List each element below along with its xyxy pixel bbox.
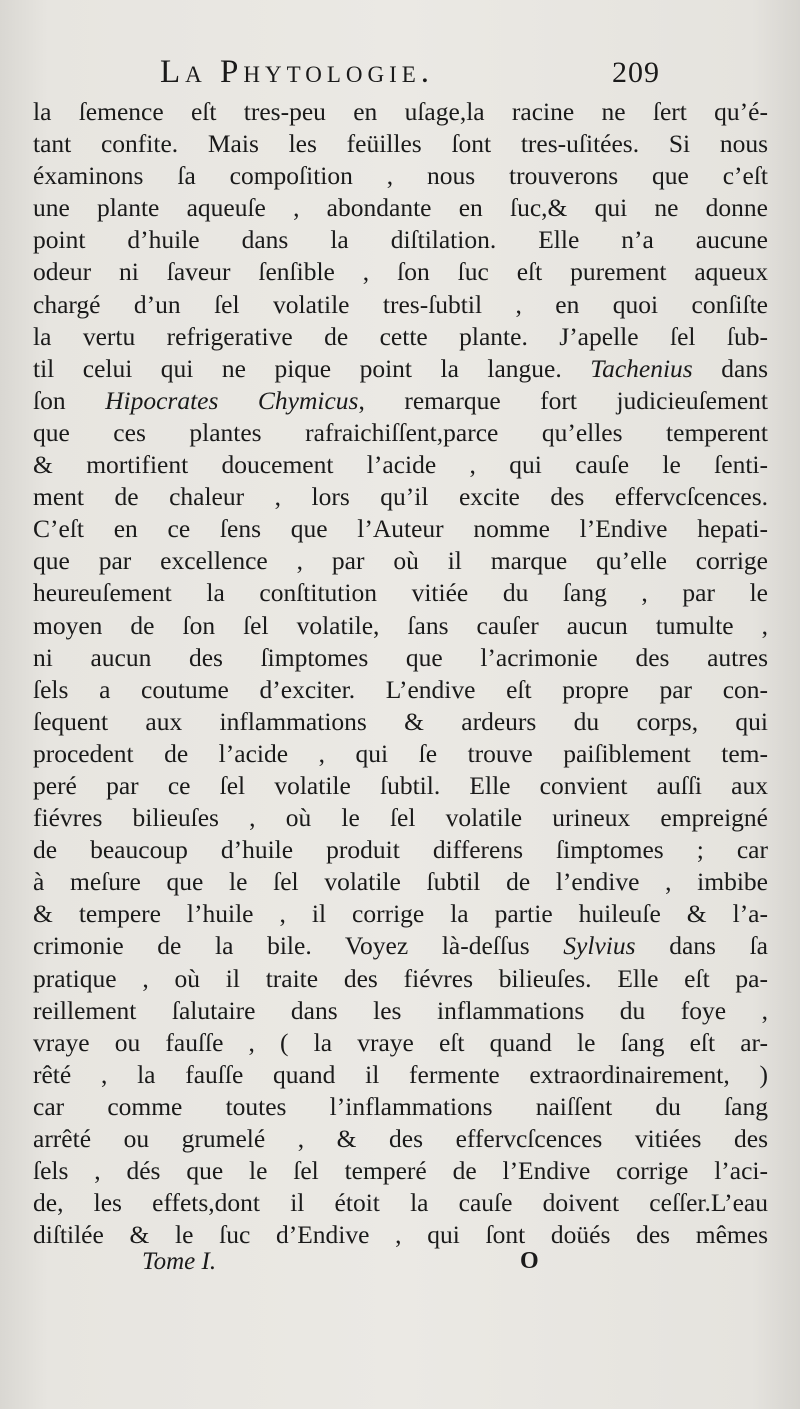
body-text: [33, 96, 768, 1251]
text-line: pratique , où il traite des fiévres bilieuſes. Elle eſt pa-: [33, 963, 768, 993]
signature-mark: O: [520, 1248, 539, 1274]
text-line: de, les effets,dont il étoit la cauſe doivent ceſſer.L’eau: [33, 1188, 768, 1218]
running-title: La Phytologie.: [160, 54, 435, 90]
text-line: odeur ni ſaveur ſenſible , ſon ſuc eſt purement aqueux: [33, 257, 768, 287]
text-line: rêté , la fauſſe quand il fermente extraordinairement, ): [33, 1059, 768, 1089]
text-line: ſels a coutume d’exciter. L’endive eſt propre par con-: [33, 674, 768, 704]
text-line: ſels , dés que le ſel temperé de l’Endive corrige l’aci-: [33, 1156, 768, 1186]
text-line: reillement ſalutaire dans les inflammations du foye ,: [33, 995, 768, 1025]
text-line: tant confite. Mais les feüilles ſont tres-uſitées. Si nous: [33, 129, 768, 159]
text-line: de beaucoup d’huile produit differens ſimptomes ; car: [33, 835, 768, 865]
page-number: 209: [612, 56, 660, 89]
text-line: car comme toutes l’inflammations naiſſent du ſang: [33, 1091, 768, 1121]
text-line: & tempere l’huile , il corrige la partie huileuſe & l’a-: [33, 899, 768, 929]
text-line: moyen de ſon ſel volatile, ſans cauſer aucun tumulte ,: [33, 610, 768, 640]
text-line: procedent de l’acide , qui ſe trouve paiſiblement tem-: [33, 738, 768, 768]
text-line: que par excellence , par où il marque qu’elle corrige: [33, 546, 768, 576]
page-header: [160, 54, 660, 98]
text-line: heureuſement la conſtitution vitiée du ſang , par le: [33, 578, 768, 608]
text-line: peré par ce ſel volatile ſubtil. Elle convient auſſi aux: [33, 770, 768, 800]
text-line: que ces plantes rafraichiſſent,parce qu’elles temperent: [33, 417, 768, 447]
text-line: fiévres bilieuſes , où le ſel volatile urineux empreigné: [33, 803, 768, 833]
text-line: til celui qui ne pique point la langue. Tachenius dans: [33, 353, 768, 383]
text-line: chargé d’un ſel volatile tres-ſubtil , en quoi conſiſte: [33, 289, 768, 319]
text-line: la ſemence eſt tres-peu en uſage,la racine ne ſert qu’é-: [33, 97, 768, 126]
text-line: la vertu refrigerative de cette plante. J’apelle ſel ſub-: [33, 321, 768, 351]
text-line: arrêté ou grumelé , & des effervcſcences vitiées des: [33, 1124, 768, 1153]
text-line: ment de chaleur , lors qu’il excite des effervcſcences.: [33, 482, 768, 512]
text-line: diſtilée & le ſuc d’Endive , qui ſont doüés des mêmes: [33, 1220, 768, 1250]
text-line: point d’huile dans la diſtilation. Elle n’a aucune: [33, 225, 768, 255]
text-line: ſequent aux inflammations & ardeurs du corps, qui: [33, 706, 768, 736]
text-line: une plante aqueuſe , abondante en ſuc,& qui ne donne: [33, 193, 768, 223]
text-line: à meſure que le ſel volatile ſubtil de l’endive , imbibe: [33, 867, 768, 897]
text-line: C’eſt en ce ſens que l’Auteur nomme l’Endive hepati-: [33, 514, 768, 544]
text-line: vraye ou fauſſe , ( la vraye eſt quand le ſang eſt ar-: [33, 1027, 768, 1057]
text-line: ni aucun des ſimptomes que l’acrimonie des autres: [33, 642, 768, 672]
text-line: & mortifient doucement l’acide , qui cauſe le ſenti-: [33, 450, 768, 480]
text-line: crimonie de la bile. Voyez là-deſſus Sylvius dans ſa: [33, 931, 768, 961]
page-footer: [0, 1248, 800, 1288]
volume-label: Tome I.: [142, 1248, 217, 1275]
text-line: ſon Hipocrates Chymicus, remarque fort judicieuſement: [33, 385, 768, 415]
text-line: éxaminons ſa compoſition , nous trouverons que c’eſt: [33, 161, 768, 191]
